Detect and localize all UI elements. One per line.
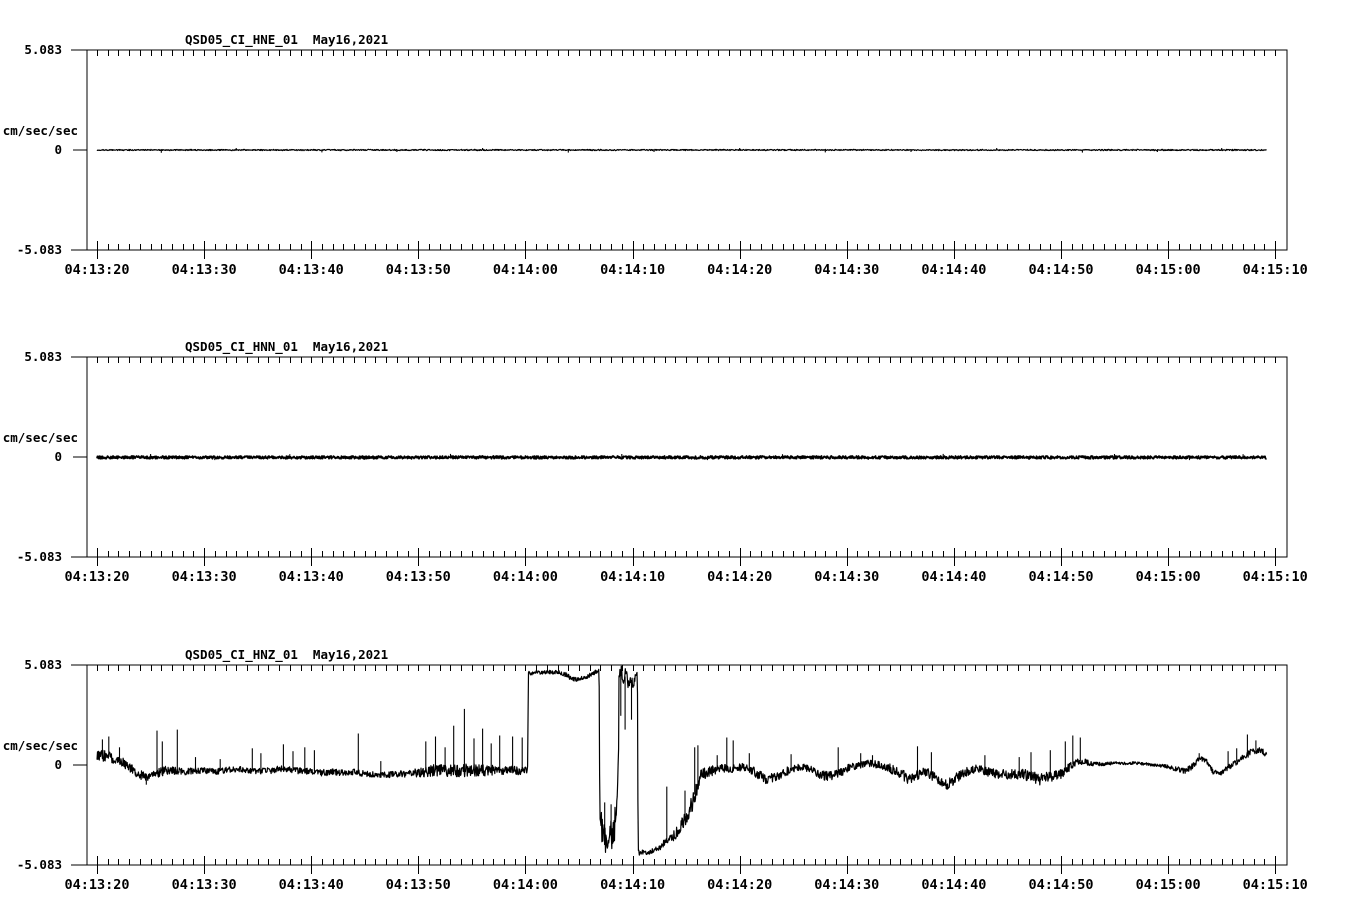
y-axis-max-label: 5.083 <box>24 42 62 57</box>
x-tick-label: 04:14:30 <box>814 262 880 278</box>
chart-title: QSD05_CI_HNN_01 May16,2021 <box>185 339 389 354</box>
x-tick-label: 04:13:30 <box>171 877 237 893</box>
seismogram-chart-hnn <box>0 339 1358 597</box>
x-tick-label: 04:13:20 <box>64 877 130 893</box>
y-axis-zero-label: 0 <box>54 449 62 464</box>
x-tick-label: 04:14:40 <box>921 877 987 893</box>
x-tick-label: 04:13:50 <box>385 877 451 893</box>
x-tick-label: 04:13:20 <box>64 262 130 278</box>
y-axis-max-label: 5.083 <box>24 349 62 364</box>
x-tick-label: 04:14:10 <box>600 877 666 893</box>
x-tick-label: 04:13:20 <box>64 569 130 585</box>
y-axis-min-label: -5.083 <box>16 857 62 872</box>
x-tick-label: 04:15:00 <box>1135 262 1201 278</box>
waveform-plot <box>0 357 1358 587</box>
waveform-plot <box>0 50 1358 280</box>
y-axis-zero-label: 0 <box>54 142 62 157</box>
x-tick-label: 04:14:10 <box>600 262 666 278</box>
x-tick-label: 04:14:50 <box>1028 877 1094 893</box>
x-tick-label: 04:15:10 <box>1242 569 1308 585</box>
x-tick-label: 04:14:10 <box>600 569 666 585</box>
x-tick-label: 04:13:50 <box>385 569 451 585</box>
x-tick-label: 04:14:00 <box>492 262 558 278</box>
x-tick-label: 04:13:40 <box>278 877 344 893</box>
seismogram-chart-hne <box>0 32 1358 290</box>
x-tick-label: 04:14:50 <box>1028 262 1094 278</box>
x-tick-label: 04:13:40 <box>278 262 344 278</box>
x-tick-label: 04:15:10 <box>1242 877 1308 893</box>
y-axis-unit-label: cm/sec/sec <box>2 430 78 445</box>
chart-title: QSD05_CI_HNE_01 May16,2021 <box>185 32 389 47</box>
y-axis-zero-label: 0 <box>54 757 62 772</box>
x-tick-label: 04:14:00 <box>492 877 558 893</box>
y-axis-min-label: -5.083 <box>16 549 62 564</box>
x-tick-label: 04:15:10 <box>1242 262 1308 278</box>
waveform-plot <box>0 665 1358 895</box>
x-tick-label: 04:13:30 <box>171 569 237 585</box>
y-axis-unit-label: cm/sec/sec <box>2 123 78 138</box>
x-tick-label: 04:14:40 <box>921 262 987 278</box>
x-tick-label: 04:13:40 <box>278 569 344 585</box>
y-axis-max-label: 5.083 <box>24 657 62 672</box>
chart-title: QSD05_CI_HNZ_01 May16,2021 <box>185 647 389 662</box>
y-axis-min-label: -5.083 <box>16 242 62 257</box>
x-tick-label: 04:14:40 <box>921 569 987 585</box>
x-tick-label: 04:14:20 <box>707 877 773 893</box>
seismogram-chart-hnz <box>0 647 1358 905</box>
x-tick-label: 04:14:30 <box>814 877 880 893</box>
x-tick-label: 04:14:20 <box>707 569 773 585</box>
x-tick-label: 04:14:30 <box>814 569 880 585</box>
x-tick-label: 04:14:20 <box>707 262 773 278</box>
x-tick-label: 04:13:50 <box>385 262 451 278</box>
x-tick-label: 04:14:00 <box>492 569 558 585</box>
x-tick-label: 04:15:00 <box>1135 877 1201 893</box>
x-tick-label: 04:13:30 <box>171 262 237 278</box>
x-tick-label: 04:15:00 <box>1135 569 1201 585</box>
y-axis-unit-label: cm/sec/sec <box>2 738 78 753</box>
x-tick-label: 04:14:50 <box>1028 569 1094 585</box>
